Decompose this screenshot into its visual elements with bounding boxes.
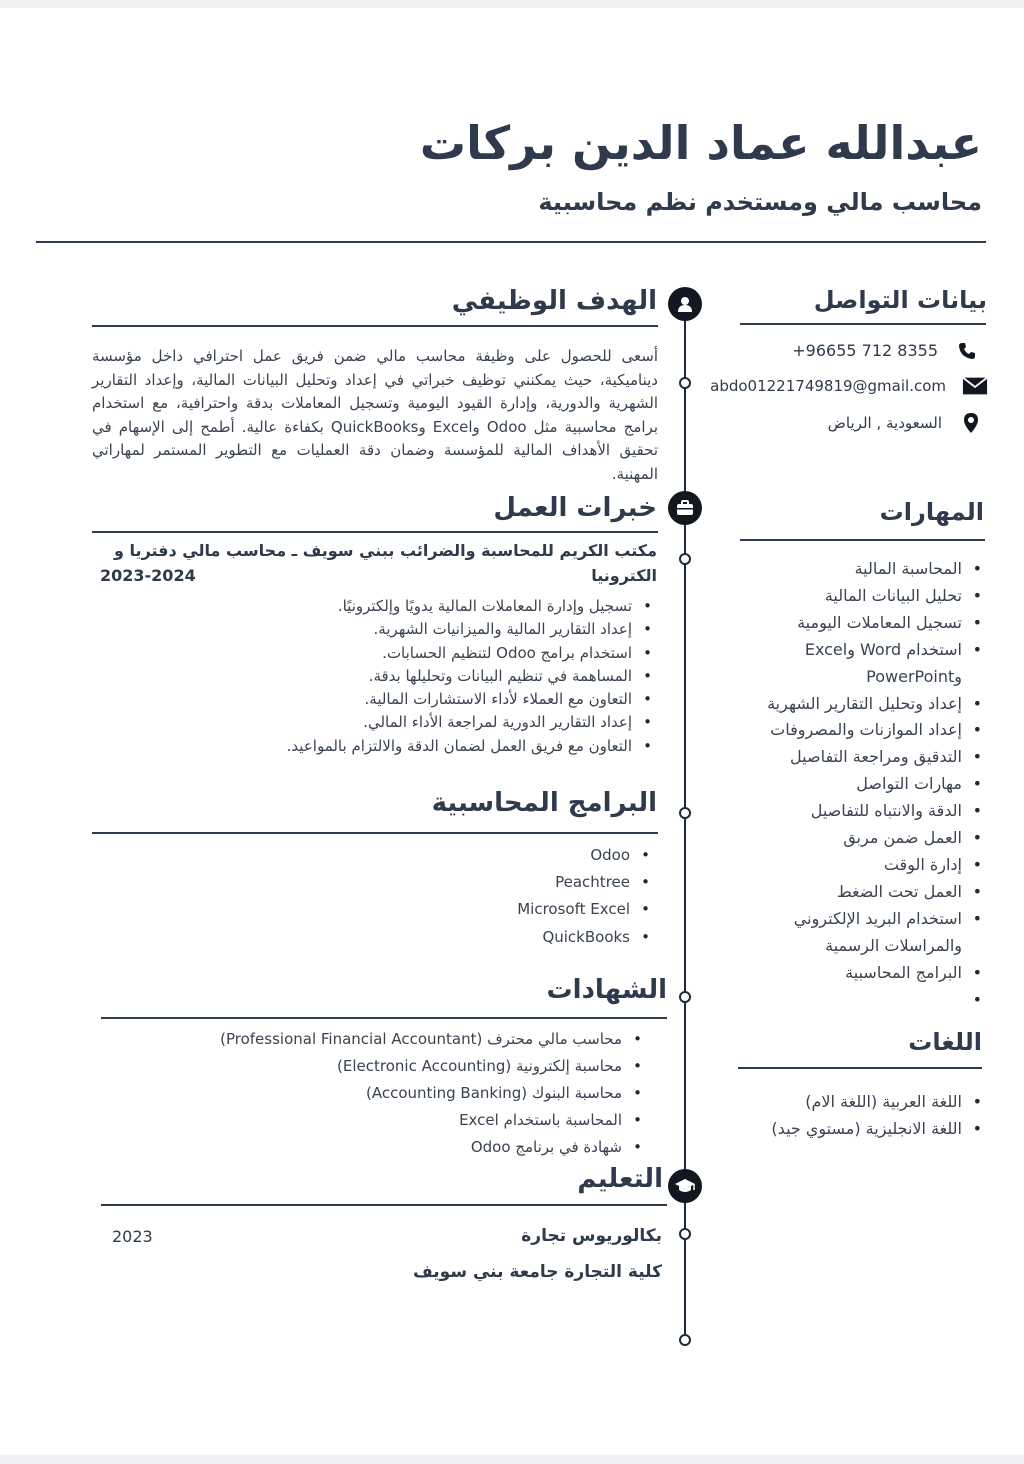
contact-phone	[792, 341, 980, 360]
timeline-dot	[679, 377, 691, 389]
list-item: • التعاون مع العملاء لأداء الاستشارات المالية.	[204, 688, 654, 711]
education-degree: بكالوريوس تجارة	[521, 1226, 662, 1246]
list-item: • مهارات التواصل	[749, 771, 984, 798]
email-icon	[962, 376, 988, 396]
candidate-name: عبدالله عماد الدين بركات	[419, 116, 982, 170]
list-item: • إدارة الوقت	[749, 852, 984, 879]
list-item: • إعداد وتحليل التقارير الشهرية	[749, 691, 984, 718]
timeline-dot	[679, 553, 691, 565]
header-divider	[36, 241, 986, 243]
list-item: • شهادة في برنامج Odoo	[104, 1134, 644, 1161]
user-icon	[668, 287, 702, 321]
list-item: • تحليل البيانات المالية	[749, 583, 984, 610]
certificates-list	[104, 1026, 644, 1161]
experience-list	[204, 595, 654, 758]
list-item: • التعاون مع فريق العمل لضمان الدقة والالتزام بالمواعيد.	[204, 735, 654, 758]
timeline-dot	[679, 1334, 691, 1346]
location-pin-icon	[958, 412, 984, 434]
location-text: السعودية , الرياض	[827, 414, 942, 432]
list-item: • إعداد التقارير الدورية لمراجعة الأداء المالي.	[204, 711, 654, 734]
list-item: • اللغة العربية (اللغة الام)	[739, 1088, 984, 1115]
timeline-dot	[679, 991, 691, 1003]
list-item: • Peachtree	[352, 869, 652, 896]
graduation-cap-icon	[668, 1169, 702, 1203]
software-divider	[92, 832, 658, 834]
contact-divider	[740, 323, 986, 325]
list-item: • محاسبة إلكترونية (Electronic Accounting)	[104, 1053, 644, 1080]
list-item: • استخدام برامج Odoo لتنظيم الحسابات.	[204, 642, 654, 665]
experience-company: مكتب الكريم للمحاسبة والضرائب ببني سويف ـ محاسب مالي دفتريا و الكترونيا	[114, 541, 657, 585]
list-item: • تسجيل وإدارة المعاملات المالية يدويًا وإلكترونيًا.	[204, 595, 654, 618]
contact-heading: بيانات التواصل	[813, 286, 987, 314]
certificates-divider	[101, 1017, 667, 1019]
list-item: • العمل ضمن مربق	[749, 825, 984, 852]
skills-heading: المهارات	[879, 498, 984, 526]
software-heading: البرامج المحاسبية	[431, 788, 657, 818]
list-item: • البرامج المحاسبية	[749, 960, 984, 987]
phone-icon	[954, 342, 980, 360]
list-item: • إعداد الموازنات والمصروفات	[749, 717, 984, 744]
skills-divider	[740, 539, 985, 541]
list-item: • التدقيق ومراجعة التفاصيل	[749, 744, 984, 771]
education-divider	[101, 1204, 667, 1206]
languages-list	[739, 1088, 984, 1142]
timeline-dot	[679, 1228, 691, 1240]
list-item: • استخدام البريد الإلكتروني والمراسلات الرسمية	[749, 906, 984, 960]
objective-text: أسعى للحصول على وظيفة محاسب مالي ضمن فريق عمل احترافي داخل مؤسسة ديناميكية، حيث يمكنني توظيف خبراتي في إعداد وتحليل البيانات المالية، وإعداد التقارير الشهرية والدورية، وإدارة القيود اليومية وتسجيل المعاملات بدقة واحترافية، مع استخدام برامج محاسبية مثل Odoo وExcel وQuickBooks بكفاءة عالية. أطمح إلى الإسهام في تحقيق الأهداف المالية للمؤسسة وضمان دقة العمليات مع التطوير المستمر لمهاراتي المهنية.	[92, 347, 659, 483]
list-item: • المحاسبة المالية	[749, 556, 984, 583]
list-item: • استخدام Word وExcel وPowerPoint	[749, 637, 984, 691]
skills-list	[749, 556, 984, 987]
list-item: • QuickBooks	[352, 924, 652, 951]
list-item: • إعداد التقارير المالية والميزانيات الشهرية.	[204, 618, 654, 641]
certificates-heading: الشهادات	[546, 975, 667, 1005]
education-heading: التعليم	[577, 1164, 663, 1194]
list-item: • المحاسبة باستخدام Excel	[104, 1107, 644, 1134]
experience-heading: خبرات العمل	[493, 493, 657, 523]
list-item: • محاسب مالي محترف (Professional Financial Accountant)	[104, 1026, 644, 1053]
education-school: كلية التجارة جامعة بني سويف	[413, 1262, 662, 1282]
job-title: محاسب مالي ومستخدم نظم محاسبية	[538, 188, 982, 216]
experience-dates: 2023-2024	[100, 566, 196, 585]
list-item: • Microsoft Excel	[352, 896, 652, 923]
phone-number[interactable]: +96655 712 8355	[792, 341, 938, 360]
list-item: • اللغة الانجليزية (مستوي جيد)	[739, 1115, 984, 1142]
software-list	[352, 842, 652, 951]
objective-heading: الهدف الوظيفي	[451, 286, 657, 316]
contact-location	[828, 412, 984, 434]
languages-heading: اللغات	[908, 1028, 982, 1056]
list-item: • المساهمة في تنظيم البيانات وتحليلها بدقة.	[204, 665, 654, 688]
list-item: • محاسبة البنوك (Accounting Banking)	[104, 1080, 644, 1107]
objective-divider	[92, 325, 658, 327]
timeline-dot	[679, 807, 691, 819]
languages-divider	[738, 1067, 982, 1069]
list-item: • Odoo	[352, 842, 652, 869]
list-item: • الدقة والانتباه للتفاصيل	[749, 798, 984, 825]
resume-page	[0, 8, 1024, 1455]
experience-divider	[92, 531, 658, 533]
list-item: • تسجيل المعاملات اليومية	[749, 610, 984, 637]
education-year: 2023	[112, 1227, 153, 1246]
contact-email	[710, 376, 988, 396]
briefcase-icon	[668, 491, 702, 525]
email-address[interactable]: abdo01221749819@gmail.com	[710, 377, 946, 395]
list-item: • العمل تحت الضغط	[749, 879, 984, 906]
